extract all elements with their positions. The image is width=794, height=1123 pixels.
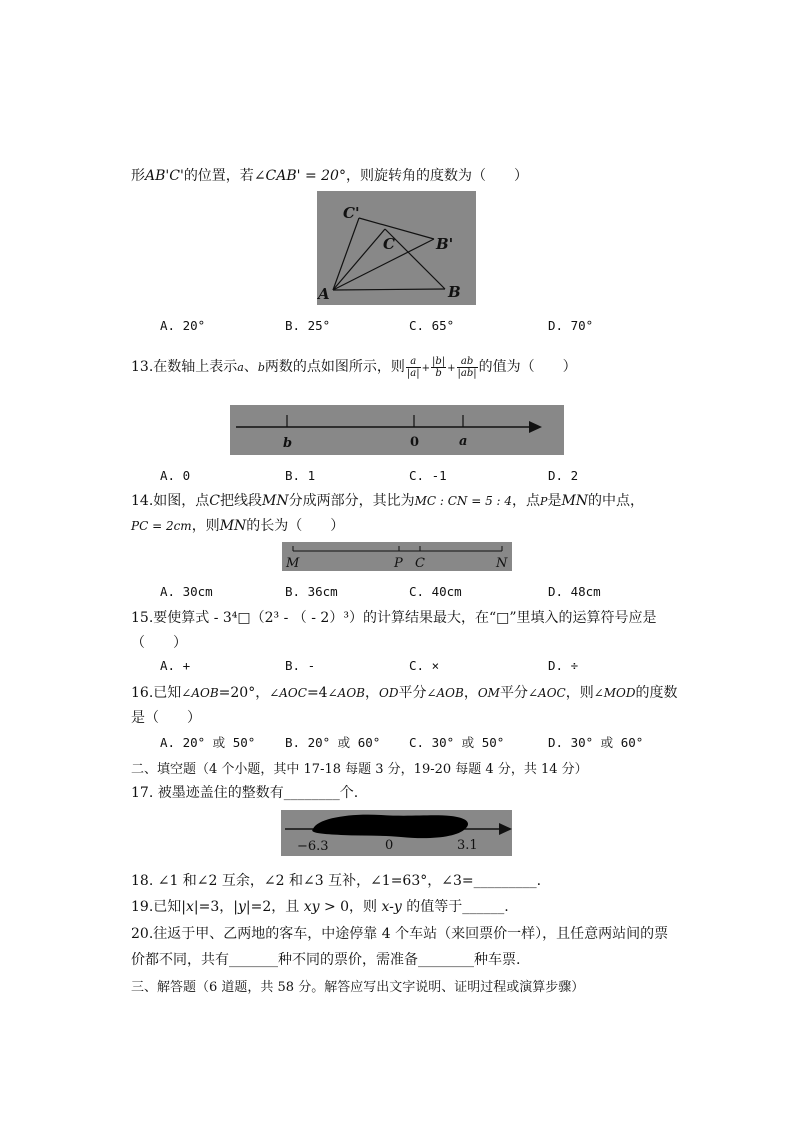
q16-option-c: C. 30° 或 50° (409, 735, 505, 750)
q12-option-b: B. 25° (285, 318, 331, 333)
q19-xy: xy (303, 899, 320, 915)
q19-p1: 19.已知| (131, 899, 186, 915)
q12-expr2: ∠CAB' = 20° (253, 168, 346, 184)
q19-p5: 的值等于______. (401, 899, 509, 915)
q13-plus2: + (447, 363, 456, 374)
q14-var-mn3: MN (219, 518, 247, 534)
q13-frac2 (431, 356, 446, 379)
q17-label-left: −6.3 (297, 839, 329, 854)
q14-l1-mid2: 分成两部分，其比为 (288, 493, 415, 509)
q13-frac2-den: b (435, 367, 442, 379)
q16-aob3: ∠AOB (426, 686, 464, 700)
q16-aob: ∠AOB (181, 686, 219, 700)
q12-suffix: ，则旋转角的度数为（ ） (345, 168, 528, 184)
q15-option-c: C. × (409, 658, 440, 673)
q15-option-b: B. - (285, 658, 316, 673)
q14-var-p: P (540, 495, 548, 508)
q14-pc-expr: PC = 2cm (131, 519, 192, 533)
q16-l1h: 的度数 (635, 685, 678, 701)
q13-frac1 (406, 356, 421, 379)
q14-ratio: MC : CN = 5 : 4 (414, 494, 513, 508)
q13-frac2-num: |b| (431, 355, 446, 367)
q14-option-c: C. 40cm (409, 584, 462, 599)
q13-var-a: a (237, 361, 244, 374)
q16-l1e: ， (463, 685, 478, 701)
q12-prefix: 形 (131, 168, 145, 184)
q13-frac1-num: a (406, 356, 421, 368)
q13-frac3-den: |ab| (457, 367, 477, 379)
q16-line2: 是（ ） (131, 710, 201, 726)
q12-mid: 的位置，若 (183, 168, 254, 184)
q16-line1 (131, 682, 678, 702)
q14-var-c: C (209, 493, 220, 509)
q16-l1c: ， (364, 685, 379, 701)
q20-line1: 20.往返于甲、乙两地的客车，中途停靠 4 个车站（来回票价一样），且任意两站间的票 (131, 926, 669, 942)
q13-option-a: A. 0 (160, 468, 191, 483)
q14-l1-mid4: 是 (547, 493, 562, 509)
q12-triangle-figure (317, 191, 476, 305)
q12-label-b: B (448, 283, 461, 301)
q14-l2-suffix: 的长为（ ） (246, 518, 345, 534)
q20-line2: 价都不同，共有_______种不同的票价，需准备________种车票. (131, 952, 521, 968)
q12-label-c1: C' (343, 204, 360, 222)
q14-option-d: D. 48cm (548, 584, 601, 599)
q13-frac3 (457, 356, 478, 379)
q12-label-c: C (383, 235, 395, 253)
q15-line1: 15.要使算式 - 3⁴□（2³ - （ - 2）³）的计算结果最大，在“□”里填入的运算符号应是 (131, 610, 657, 626)
q16-aoc2: ∠AOC (527, 686, 566, 700)
q13-figure-bg (230, 405, 564, 455)
q13-line (131, 353, 577, 383)
q14-l2-mid: ，则 (191, 518, 220, 534)
q13-prefix: 13.在数轴上表示 (131, 359, 238, 375)
q14-option-a: A. 30cm (160, 584, 213, 599)
q17-text: 17. 被墨迹盖住的整数有________个. (131, 785, 359, 801)
q12-option-a: A. 20° (160, 318, 206, 333)
q16-aoc: ∠AOC (269, 686, 307, 700)
q17-ink-blot (312, 815, 468, 839)
q19-p3: |=2，且 (245, 899, 304, 915)
q14-line2 (131, 515, 344, 535)
q16-l1f: 平分 (499, 685, 528, 701)
q13-plus1: + (421, 363, 430, 374)
section2-heading: 二、填空题（4 个小题，其中 17-18 每题 3 分，19-20 每题 4 分，共 14 分） (131, 762, 588, 777)
q13-sep: 、 (243, 359, 258, 375)
q19-x: x (185, 899, 194, 915)
q17-label-right: 3.1 (457, 838, 478, 853)
q13-label-a: a (459, 434, 468, 449)
q16-om: OM (477, 686, 500, 700)
q13-label-b: b (283, 436, 293, 451)
q19-y: y (237, 899, 246, 915)
q16-od: OD (378, 686, 399, 700)
q16-l1a: =20°， (218, 685, 270, 701)
q14-l1-prefix: 14.如图，点 (131, 493, 210, 509)
q17-label-zero: 0 (385, 838, 394, 853)
q16-l1d: 平分 (398, 685, 427, 701)
q14-label-n: N (496, 556, 508, 571)
q14-segment-figure (282, 542, 512, 571)
q14-l1-suffix: 的中点， (588, 493, 645, 509)
q13-option-c: C. -1 (409, 468, 447, 483)
q16-option-a: A. 20° 或 50° (160, 735, 256, 750)
q15-option-a: A. + (160, 658, 191, 673)
q13-label-zero: 0 (410, 435, 420, 450)
q18-text: 18. ∠1 和∠2 互余，∠2 和∠3 互补，∠1=63°，∠3=_________. (131, 873, 542, 889)
q14-var-mn2: MN (561, 493, 589, 509)
q14-option-b: B. 36cm (285, 584, 338, 599)
q19-line (131, 896, 509, 916)
q12-option-d: D. 70° (548, 318, 594, 333)
q19-p2: |=3，| (193, 899, 238, 915)
q14-l1-mid: 把线段 (219, 493, 262, 509)
q13-number-line-figure (230, 405, 564, 455)
q16-mod: ∠MOD (593, 686, 636, 700)
q12-label-a: A (318, 285, 330, 303)
q17-number-line-figure (281, 810, 512, 856)
q19-xmy: x-y (381, 899, 402, 915)
q14-line1 (131, 490, 644, 510)
q14-label-m: M (286, 556, 300, 571)
q15-line2: （ ） (131, 635, 187, 651)
q15-option-d: D. ÷ (548, 658, 579, 673)
q14-l1-mid3: ，点 (512, 493, 541, 509)
section3-heading: 三、解答题（6 道题，共 58 分。解答应写出文字说明、证明过程或演算步骤） (131, 980, 585, 995)
q12-line (131, 165, 528, 185)
q13-frac3-num: ab (457, 356, 478, 368)
q12-label-b1: B' (436, 235, 454, 253)
q14-label-c: C (415, 556, 425, 571)
q12-expr1: AB'C' (145, 168, 184, 184)
q16-option-b: B. 20° 或 60° (285, 735, 381, 750)
q13-suffix: 的值为（ ） (478, 359, 577, 375)
q14-var-mn: MN (261, 493, 289, 509)
q13-mid: 两数的点如图所示，则 (264, 359, 405, 375)
q16-l1b: =4 (306, 685, 328, 701)
q13-option-d: D. 2 (548, 468, 579, 483)
q16-aob2: ∠AOB (327, 686, 365, 700)
q16-l1g: ，则 (565, 685, 594, 701)
q16-option-d: D. 30° 或 60° (548, 735, 644, 750)
q16-prefix: 16.已知 (131, 685, 182, 701)
q12-option-c: C. 65° (409, 318, 455, 333)
q13-option-b: B. 1 (285, 468, 316, 483)
q14-label-p: P (394, 556, 403, 571)
q19-p4: > 0，则 (319, 899, 382, 915)
q13-frac1-den: |a| (406, 367, 420, 379)
q13-var-b: b (257, 361, 265, 374)
